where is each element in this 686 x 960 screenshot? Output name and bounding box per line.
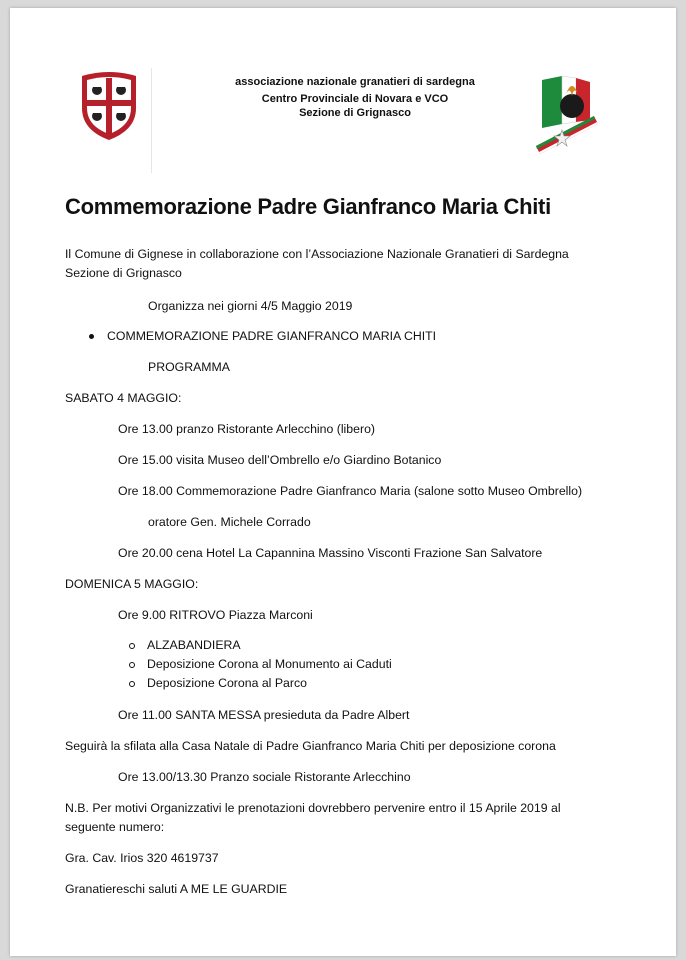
domenica-pranzo: Ore 13.00/13.30 Pranzo sociale Ristorante Arlecchino — [118, 770, 411, 784]
header-association-name: associazione nazionale granatieri di sardegna — [235, 76, 475, 88]
domenica-subitem: ALZABANDIERA — [147, 638, 241, 652]
organizza-line: Organizza nei giorni 4/5 Maggio 2019 — [148, 299, 353, 313]
programma-label: PROGRAMMA — [148, 360, 230, 374]
bullet-icon — [89, 334, 94, 339]
sabato-item: Ore 18.00 Commemorazione Padre Gianfranco Maria (salone sotto Museo Ombrello) — [118, 484, 583, 498]
bullet-commemorazione: COMMEMORAZIONE PADRE GIANFRANCO MARIA CHITI — [107, 329, 437, 343]
contact-line: Gra. Cav. Irios 320 4619737 — [65, 851, 219, 865]
sabato-item: oratore Gen. Michele Corrado — [148, 515, 311, 529]
nb-line-2: seguente numero: — [65, 820, 165, 834]
intro-line-1: Il Comune di Gignese in collaborazione con l’Associazione Nazionale Granatieri di Sardegna — [65, 247, 569, 261]
domenica-subitem: Deposizione Corona al Monumento ai Caduti — [147, 657, 392, 671]
domenica-subitem: Deposizione Corona al Parco — [147, 676, 307, 690]
page-title: Commemorazione Padre Gianfranco Maria Chiti — [65, 194, 551, 219]
circle-bullet-icon — [129, 681, 135, 687]
intro-line-2: Sezione di Grignasco — [65, 266, 182, 280]
document-page — [10, 8, 676, 956]
sardinia-shield-logo — [78, 70, 140, 147]
sabato-item: Ore 13.00 pranzo Ristorante Arlecchino (libero) — [118, 422, 375, 436]
header-sezione: Sezione di Grignasco — [299, 107, 411, 119]
header-divider — [151, 68, 152, 173]
domenica-sfilata: Seguirà la sfilata alla Casa Natale di Padre Gianfranco Maria Chiti per deposizione corona — [65, 739, 556, 753]
circle-bullet-icon — [129, 643, 135, 649]
header-centro-provinciale: Centro Provinciale di Novara e VCO — [261, 93, 449, 105]
closing-line: Granatiereschi saluti A ME LE GUARDIE — [65, 882, 288, 896]
nb-line-1: N.B. Per motivi Organizzativi le prenotazioni dovrebbero pervenire entro il 15 Aprile 2019 al — [65, 801, 561, 815]
domenica-ritrovo: Ore 9.00 RITROVO Piazza Marconi — [118, 608, 313, 622]
granatieri-flag-logo — [532, 72, 606, 177]
domenica-heading: DOMENICA 5 MAGGIO: — [65, 577, 199, 591]
sabato-item: Ore 15.00 visita Museo dell’Ombrello e/o Giardino Botanico — [118, 453, 442, 467]
sabato-item: Ore 20.00 cena Hotel La Capannina Massino Visconti Frazione San Salvatore — [118, 546, 543, 560]
circle-bullet-icon — [129, 662, 135, 668]
sabato-heading: SABATO 4 MAGGIO: — [65, 391, 182, 405]
domenica-messa: Ore 11.00 SANTA MESSA presieduta da Padre Albert — [118, 708, 410, 722]
